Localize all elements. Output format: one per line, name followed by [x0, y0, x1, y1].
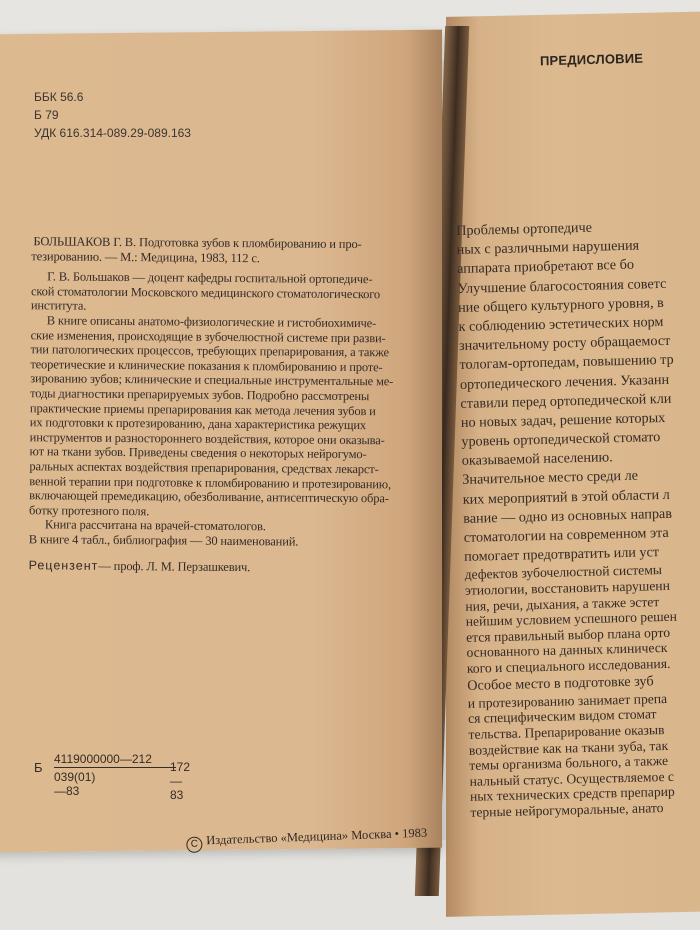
catalog-line: БОЛЬШАКОВ Г. В. Подготовка зубов к пломбированию и про- — [33, 234, 362, 252]
body-line: и протезированию занимает препа — [467, 690, 668, 711]
abstract-line: ральных аспектах воздействия препарирования, средствах лекарст- — [29, 459, 379, 477]
body-line: ортопедического лечения. Указанн — [459, 371, 670, 393]
abstract-line: ют на ткани зубов. Приведены сведения о некоторых нейрогумо- — [29, 444, 367, 462]
body-line: вание — одно из основных направ — [463, 505, 673, 527]
body-line: нальный статус. Осуществляемое с — [469, 768, 675, 789]
body-line: кого и специального исследования. — [466, 655, 671, 676]
page-heading: ПРЕДИСЛОВИЕ — [539, 50, 644, 69]
body-line: воздействие как на ткани зуба, так — [468, 737, 669, 758]
abstract-line: инструментов и разностороннего воздействия, которое они оказыва- — [29, 429, 385, 448]
body-line: Значительное место среди ле — [462, 468, 639, 489]
abstract-line: венной терапии при подготовке к пломбированию и протезированию, — [29, 473, 392, 491]
body-line: дефектов зубочелюстной системы — [464, 562, 663, 583]
audience-line: В книге 4 табл., библиография — 30 наименований. — [28, 532, 299, 549]
isbn-letter: Б — [34, 760, 43, 775]
abstract-line: ские изменения, происходящие в зубочелюстной системе при разви- — [30, 327, 386, 345]
body-line: ких мероприятий в этой области л — [462, 486, 670, 508]
abstract-line: включающей премедикацию, обезболивание, антисептическую обра- — [29, 488, 389, 506]
abstract-line: теоретические и клинические показания к пломбированию и проте- — [30, 356, 383, 375]
bbk-code: ББК 56.6 — [34, 90, 84, 104]
catalog-line: тезированию. — М.: Медицина, 1983, 112 с. — [31, 248, 260, 265]
abstract-line: их подготовки к протезированию, дана характеристика режущих — [29, 415, 367, 433]
abstract-line: зированию зубов; клинические и специальные инструментальные ме- — [30, 371, 394, 389]
body-line: этиологии, восстановить нарушенн — [464, 577, 671, 598]
publisher-text: Издательство «Медицина» Москва • 1983 — [205, 825, 428, 848]
body-line: стоматологии на современном эта — [463, 524, 669, 546]
body-line: к соблюдению эстетических норм — [458, 313, 664, 335]
copyright-icon: C — [186, 836, 203, 853]
author-line: института. — [30, 298, 87, 314]
right-page-body — [456, 216, 700, 821]
b-code: Б 79 — [34, 108, 59, 122]
body-line: ся специфическим видом стомат — [467, 706, 657, 727]
body-line: Особое место в подготовке зуб — [467, 672, 654, 694]
author-line: Г. В. Большаков — доцент кафедры госпитальной ортопедиче- — [47, 269, 373, 287]
isbn-bottom: 039(01)—83 — [54, 770, 96, 798]
body-line: но новых задач, решение которых — [460, 409, 666, 431]
body-line: тельства. Препарирование оказыв — [468, 721, 665, 742]
body-line: основанного на данных клиническ — [466, 640, 668, 661]
reviewer-label: Рецензент — [28, 558, 99, 574]
body-line: аппарата приобретают все бо — [456, 257, 635, 278]
body-line: терные нейрогуморальные, анато — [470, 799, 664, 820]
abstract-line: ботку протезного поля. — [29, 502, 150, 518]
body-line: уровень ортопедической стомато — [461, 429, 661, 450]
abstract-line: В книге описаны анатомо-физиологические и гистобиохимиче- — [46, 313, 377, 331]
body-line: темы организма больного, а также — [469, 753, 669, 773]
body-line: ных технических средств препарир — [469, 784, 675, 805]
body-line: ставили перед ортопедической кли — [460, 390, 672, 412]
author-line: ской стоматологии Московского медицинского стоматологического — [30, 284, 381, 302]
body-line: значительному росту обращаемост — [458, 332, 671, 355]
body-line: нейшим условием успешного решен — [465, 608, 678, 630]
body-line: Улучшение благосостояния советс — [457, 275, 667, 297]
body-line: ние общего культурного уровня, в — [457, 294, 664, 316]
body-line: ется правильный выбор плана орто — [465, 624, 671, 645]
abstract-line: тоды диагностики препарируемых зубов. Подробно рассмотрены — [30, 386, 370, 404]
body-line: ния, речи, дыхания, а также эстет — [465, 593, 660, 614]
body-line: ных с различными нарушения — [456, 237, 640, 259]
body-line: тологам-ортопедам, повышению тр — [459, 352, 674, 374]
left-page-body — [29, 234, 440, 577]
body-line: оказываемой населению. — [461, 449, 613, 470]
body-line: Проблемы ортопедиче — [456, 219, 593, 239]
abstract-line: практические приемы препарирования как метода лечения зубов и — [29, 400, 376, 418]
body-line: помогает предотвратить или уст — [463, 544, 660, 566]
audience-line: Книга рассчитана на врачей-стоматологов. — [44, 517, 266, 534]
isbn-right: 172—83 — [170, 760, 191, 802]
abstract-line: тии патологических процессов, требующих препарирования, а также — [30, 342, 390, 360]
reviewer-text: — проф. Л. М. Перзашкевич. — [98, 559, 251, 575]
udk-code: УДК 616.314-089.29-089.163 — [34, 126, 191, 140]
isbn-top: 4119000000—212 — [54, 752, 176, 768]
